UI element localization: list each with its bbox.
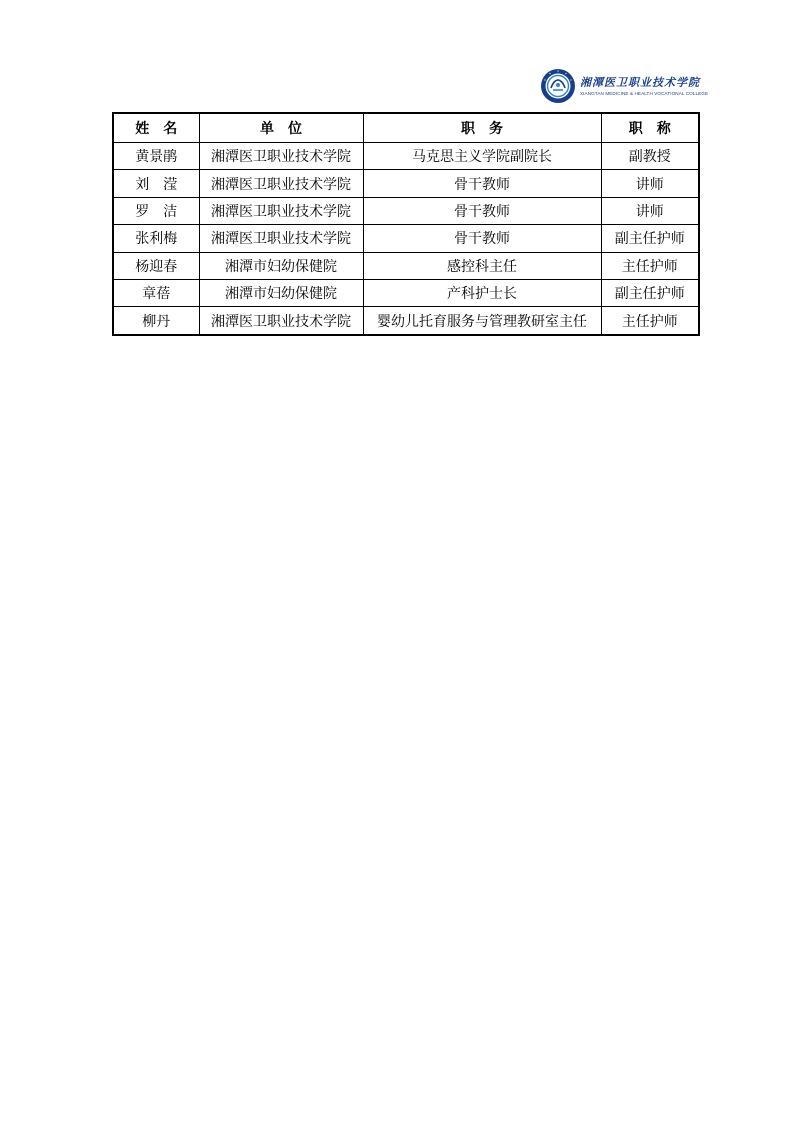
cell-name: 罗 洁 [113,197,199,224]
cell-title: 副主任护师 [601,225,699,252]
cell-name: 张利梅 [113,225,199,252]
cell-title: 副教授 [601,143,699,170]
logo-name-en: XIANGTAN MEDICINE & HEALTH VOCATIONAL COLLEGE [580,90,709,96]
cell-unit: 湘潭市妇幼保健院 [199,252,363,279]
cell-title: 讲师 [601,197,699,224]
cell-name: 刘 滢 [113,170,199,197]
cell-post: 感控科主任 [363,252,601,279]
cell-unit: 湘潭医卫职业技术学院 [199,197,363,224]
cell-title: 主任护师 [601,307,699,335]
cell-name: 章蓓 [113,279,199,306]
cell-unit: 湘潭市妇幼保健院 [199,279,363,306]
table-row [113,170,699,197]
cell-unit: 湘潭医卫职业技术学院 [199,307,363,335]
cell-post: 婴幼儿托育服务与管理教研室主任 [363,307,601,335]
cell-title: 主任护师 [601,252,699,279]
cell-unit: 湘潭医卫职业技术学院 [199,143,363,170]
table-row [113,307,699,335]
cell-name: 柳丹 [113,307,199,335]
cell-post: 骨干教师 [363,197,601,224]
table-header-row [113,113,699,143]
header-unit: 单 位 [199,113,363,143]
cell-unit: 湘潭医卫职业技术学院 [199,225,363,252]
cell-post: 骨干教师 [363,225,601,252]
header-title: 职 称 [601,113,699,143]
cell-unit: 湘潭医卫职业技术学院 [199,170,363,197]
cell-title: 副主任护师 [601,279,699,306]
cell-name: 杨迎春 [113,252,199,279]
table-row [113,197,699,224]
table-row [113,225,699,252]
table-row [113,279,699,306]
college-seal-icon [540,68,576,104]
roster-table [112,112,700,336]
logo-name-cn: 湘潭医卫职业技术学院 [580,75,700,89]
header-name: 姓 名 [113,113,199,143]
college-logo [540,64,720,108]
header-post: 职 务 [363,113,601,143]
logo-text [580,76,708,97]
cell-title: 讲师 [601,170,699,197]
cell-post: 骨干教师 [363,170,601,197]
cell-name: 黄景鹃 [113,143,199,170]
table-row [113,143,699,170]
cell-post: 产科护士长 [363,279,601,306]
table-row [113,252,699,279]
cell-post: 马克思主义学院副院长 [363,143,601,170]
